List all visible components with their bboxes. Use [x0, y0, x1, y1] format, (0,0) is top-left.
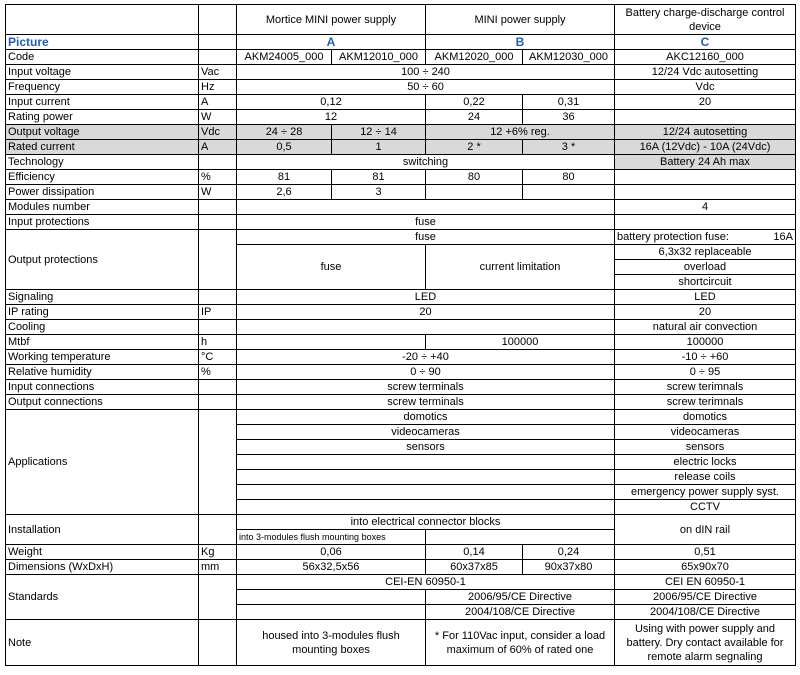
value-cell: 4 [615, 200, 796, 215]
unit-cell: % [199, 365, 237, 380]
row-label: Applications [6, 410, 199, 515]
value-cell: 12/24 autosetting [615, 125, 796, 140]
code-cell: AKM12020_000 [426, 50, 523, 65]
row-label: Weight [6, 545, 199, 560]
value-cell: into electrical connector blocks [237, 515, 615, 530]
battery-fuse-label: battery protection fuse: [617, 231, 729, 243]
value-cell: 2,6 [237, 185, 332, 200]
row-label: Signaling [6, 290, 199, 305]
value-cell: 2004/108/CE Directive [426, 605, 615, 620]
value-cell: 0,22 [426, 95, 523, 110]
unit-cell: h [199, 335, 237, 350]
row-label: IP rating [6, 305, 199, 320]
note-a: housed into 3-modules flush mounting boxes [237, 620, 426, 666]
value-cell: on dIN rail [615, 515, 796, 545]
row-label: Power dissipation [6, 185, 199, 200]
input-protections-row [6, 215, 796, 230]
value-cell: 20 [237, 305, 615, 320]
value-cell: screw terminals [237, 395, 615, 410]
value-cell: LED [615, 290, 796, 305]
power-dissipation-row [6, 185, 796, 200]
header-mortice-mini: Mortice MINI power supply [237, 5, 426, 35]
application-item: videocameras [237, 425, 615, 440]
row-label: Note [6, 620, 199, 666]
value-cell: 3 [332, 185, 426, 200]
row-label: Cooling [6, 320, 199, 335]
value-cell: 0,5 [237, 140, 332, 155]
picture-a: A [237, 35, 426, 50]
row-label: Output protections [6, 230, 199, 290]
value-cell: 100 ÷ 240 [237, 65, 615, 80]
row-label: Dimensions (WxDxH) [6, 560, 199, 575]
code-cell: AKC12160_000 [615, 50, 796, 65]
input-voltage-row [6, 65, 796, 80]
value-cell: 0 ÷ 90 [237, 365, 615, 380]
application-item: CCTV [615, 500, 796, 515]
output-connections-row [6, 395, 796, 410]
value-cell: 100000 [615, 335, 796, 350]
value-cell: 20 [615, 305, 796, 320]
value-cell: 24 ÷ 28 [237, 125, 332, 140]
input-current-row [6, 95, 796, 110]
picture-b: B [426, 35, 615, 50]
unit-cell: Hz [199, 80, 237, 95]
row-label: Code [6, 50, 199, 65]
application-item: sensors [615, 440, 796, 455]
code-cell: AKM12010_000 [332, 50, 426, 65]
value-cell: 81 [237, 170, 332, 185]
row-label: Standards [6, 575, 199, 620]
value-cell: 20 [615, 95, 796, 110]
application-item: domotics [615, 410, 796, 425]
header-row [6, 5, 796, 35]
value-cell: 12 [237, 110, 426, 125]
rated-current-row [6, 140, 796, 155]
application-item: emergency power supply syst. [615, 485, 796, 500]
frequency-row [6, 80, 796, 95]
value-cell: 36 [523, 110, 615, 125]
application-item: sensors [237, 440, 615, 455]
value-cell: 80 [426, 170, 523, 185]
specifications-table [5, 4, 796, 666]
row-label: Working temperature [6, 350, 199, 365]
value-cell: 2004/108/CE Directive [615, 605, 796, 620]
application-item: electric locks [615, 455, 796, 470]
unit-cell: A [199, 95, 237, 110]
value-cell: 50 ÷ 60 [237, 80, 615, 95]
application-item: release coils [615, 470, 796, 485]
code-cell: AKM24005_000 [237, 50, 332, 65]
value-cell: 2006/95/CE Directive [426, 590, 615, 605]
row-label: Relative humidity [6, 365, 199, 380]
application-item: domotics [237, 410, 615, 425]
row-label: Efficiency [6, 170, 199, 185]
value-cell: 12/24 Vdc autosetting [615, 65, 796, 80]
value-cell: screw terimnals [615, 380, 796, 395]
value-cell: 2006/95/CE Directive [615, 590, 796, 605]
value-cell: CEI-EN 60950-1 [237, 575, 615, 590]
value-cell: 1 [332, 140, 426, 155]
unit-cell: Vdc [199, 125, 237, 140]
value-cell: LED [237, 290, 615, 305]
input-connections-row [6, 380, 796, 395]
row-label: Mtbf [6, 335, 199, 350]
row-label: Modules number [6, 200, 199, 215]
value-cell: 12 ÷ 14 [332, 125, 426, 140]
value-cell: fuse [237, 230, 615, 245]
header-mini-power-supply: MINI power supply [426, 5, 615, 35]
value-cell: 0,31 [523, 95, 615, 110]
row-label: Installation [6, 515, 199, 545]
value-cell: 60x37x85 [426, 560, 523, 575]
header-battery-device: Battery charge-discharge control device [615, 5, 796, 35]
battery-fuse-value: 16A [773, 231, 793, 243]
output-protections-row [6, 230, 796, 245]
value-cell: 3 * [523, 140, 615, 155]
value-cell: 6,3x32 replaceable [615, 245, 796, 260]
row-label: Input protections [6, 215, 199, 230]
value-cell: 65x90x70 [615, 560, 796, 575]
dimensions-row [6, 560, 796, 575]
value-cell: 81 [332, 170, 426, 185]
value-cell: 12 +6% reg. [426, 125, 615, 140]
value-cell: 0,06 [237, 545, 426, 560]
unit-cell: IP [199, 305, 237, 320]
value-cell: fuse [237, 215, 615, 230]
efficiency-row [6, 170, 796, 185]
value-cell: screw terminals [237, 380, 615, 395]
rating-power-row [6, 110, 796, 125]
value-cell: current limitation [426, 245, 615, 290]
unit-cell: W [199, 110, 237, 125]
modules-number-row [6, 200, 796, 215]
value-cell: Battery 24 Ah max [615, 155, 796, 170]
unit-cell: °C [199, 350, 237, 365]
unit-cell: Vac [199, 65, 237, 80]
note-row [6, 620, 796, 666]
row-label: Rating power [6, 110, 199, 125]
signaling-row [6, 290, 796, 305]
standards-row [6, 575, 796, 590]
row-label: Output connections [6, 395, 199, 410]
unit-cell: Kg [199, 545, 237, 560]
value-cell: 24 [426, 110, 523, 125]
mtbf-row [6, 335, 796, 350]
code-row [6, 50, 796, 65]
value-cell: fuse [237, 245, 426, 290]
row-label: Technology [6, 155, 199, 170]
value-cell: switching [237, 155, 615, 170]
row-label: Frequency [6, 80, 199, 95]
technology-row [6, 155, 796, 170]
value-cell: 0,51 [615, 545, 796, 560]
row-label: Rated current [6, 140, 199, 155]
value-cell: screw terimnals [615, 395, 796, 410]
value-cell: natural air convection [615, 320, 796, 335]
unit-cell: % [199, 170, 237, 185]
cooling-row [6, 320, 796, 335]
value-cell: CEI EN 60950-1 [615, 575, 796, 590]
unit-cell: W [199, 185, 237, 200]
value-cell: into 3-modules flush mounting boxes [237, 530, 426, 545]
picture-c: C [615, 35, 796, 50]
row-label: Input current [6, 95, 199, 110]
row-label: Output voltage [6, 125, 199, 140]
note-c: Using with power supply and battery. Dry contact available for remote alarm segnaling [615, 620, 796, 666]
ip-rating-row [6, 305, 796, 320]
unit-cell: A [199, 140, 237, 155]
output-voltage-row [6, 125, 796, 140]
value-cell: shortcircuit [615, 275, 796, 290]
installation-row [6, 515, 796, 530]
value-cell: 0,12 [237, 95, 426, 110]
unit-cell: mm [199, 560, 237, 575]
value-cell: 0,14 [426, 545, 523, 560]
picture-row [6, 35, 796, 50]
value-cell: 80 [523, 170, 615, 185]
applications-row [6, 410, 796, 425]
value-cell: overload [615, 260, 796, 275]
value-cell: 0,24 [523, 545, 615, 560]
value-cell [615, 230, 796, 245]
value-cell: 90x37x80 [523, 560, 615, 575]
row-label: Input voltage [6, 65, 199, 80]
value-cell: -20 ÷ +40 [237, 350, 615, 365]
relative-humidity-row [6, 365, 796, 380]
code-cell: AKM12030_000 [523, 50, 615, 65]
picture-label: Picture [6, 35, 199, 50]
value-cell: 16A (12Vdc) - 10A (24Vdc) [615, 140, 796, 155]
value-cell: 0 ÷ 95 [615, 365, 796, 380]
value-cell: 100000 [426, 335, 615, 350]
working-temperature-row [6, 350, 796, 365]
value-cell: 56x32,5x56 [237, 560, 426, 575]
weight-row [6, 545, 796, 560]
note-b: * For 110Vac input, consider a load maximum of 60% of rated one [426, 620, 615, 666]
application-item: videocameras [615, 425, 796, 440]
value-cell: 2 * [426, 140, 523, 155]
row-label: Input connections [6, 380, 199, 395]
value-cell: Vdc [615, 80, 796, 95]
value-cell: -10 ÷ +60 [615, 350, 796, 365]
